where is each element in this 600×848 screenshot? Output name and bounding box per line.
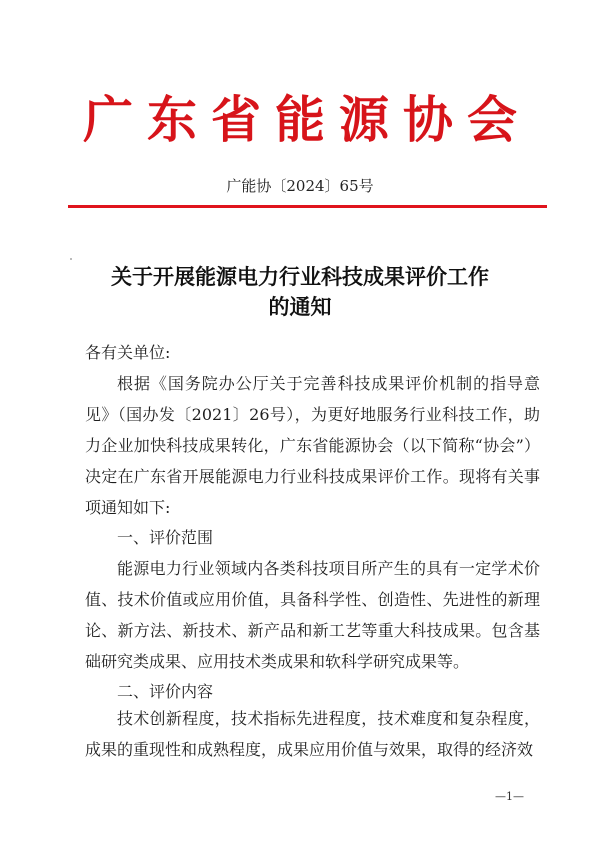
red-divider-rule xyxy=(68,205,547,208)
title-line-2: 的通知 xyxy=(268,294,332,319)
section-heading-content: 二、评价内容 xyxy=(117,682,214,701)
document-number: 广能协〔2024〕65号 xyxy=(226,177,374,195)
section-heading-scope: 一、评价范围 xyxy=(117,528,214,547)
page-number: —1— xyxy=(495,790,524,803)
title-line-1: 关于开展能源电力行业科技成果评价工作 xyxy=(111,264,489,289)
salutation: 各有关单位: xyxy=(85,343,171,362)
paragraph-scope: 能源电力行业领域内各类科技项目所产生的具有一定学术价值、技术价值或应用价值，具备科学性、创造性、先进性的新理论、新方法、新技术、新产品和新工艺等重大科技成果。包含基础研究类成果、应用技术类成果和软科学研究成果等。 xyxy=(85,559,540,671)
paragraph-content: 技术创新程度，技术指标先进程度，技术难度和复杂程度，成果的重现性和成熟程度，成果应用价值与效果，取得的经济效 xyxy=(85,709,540,759)
document-title xyxy=(0,262,600,322)
scan-speck xyxy=(70,258,72,260)
paragraph-intro: 根据《国务院办公厅关于完善科技成果评价机制的指导意见》（国办发〔2021〕26号），为更好地服务行业科技工作，助力企业加快科技成果转化，广东省能源协会（以下简称“协会”）决定在广东省开展能源电力行业科技成果评价工作。现将有关事项通知如下: xyxy=(85,374,540,517)
organization-header: 广东省能源协会 xyxy=(83,90,531,149)
